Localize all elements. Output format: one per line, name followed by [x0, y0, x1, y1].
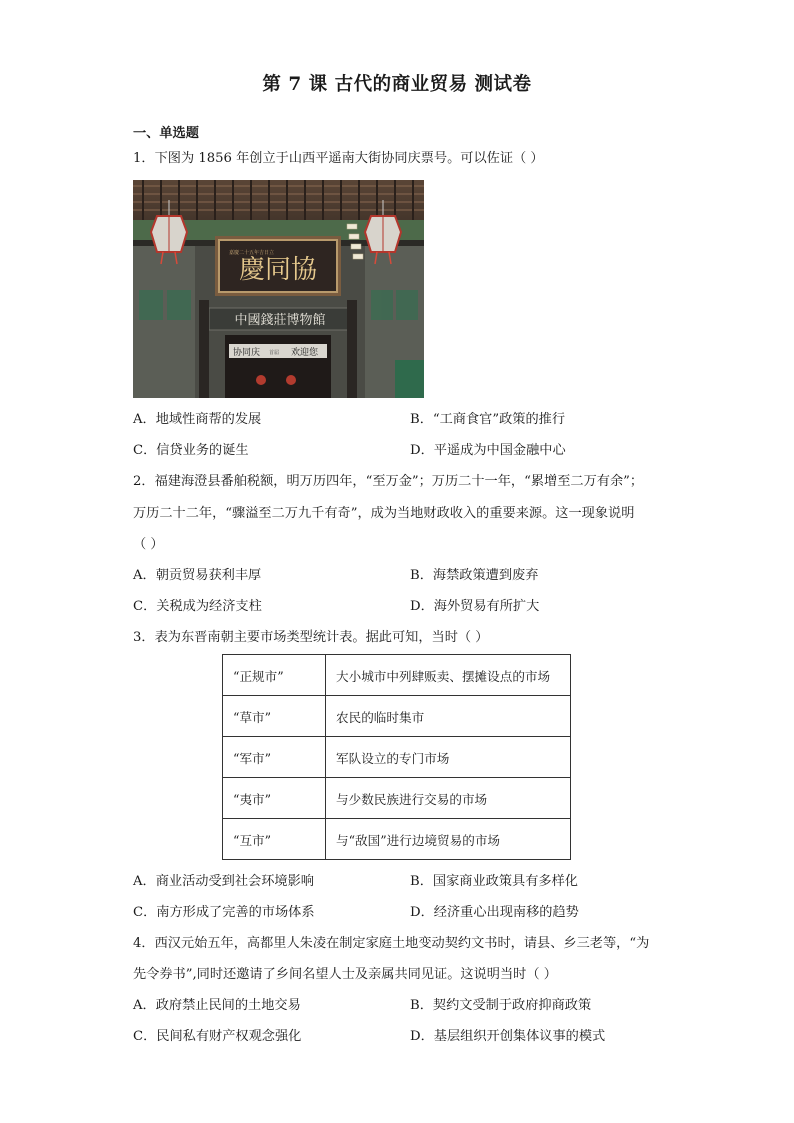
market-type-cell: “互市”: [223, 819, 326, 860]
q1-option-c: C．信贷业务的诞生: [133, 443, 249, 458]
q1-option-d: D．平遥成为中国金融中心: [410, 443, 566, 458]
table-row: [223, 778, 571, 819]
market-desc-cell: 与少数民族进行交易的市场: [326, 778, 571, 819]
market-desc-cell: 农民的临时集市: [326, 696, 571, 737]
question-4-line-1: 4．西汉元始五年，高都里人朱凌在制定家庭土地变动契约文书时，请县、乡三老等，“为: [133, 936, 650, 951]
table-row: [223, 737, 571, 778]
market-desc-cell: 大小城市中列肆贩卖、摆摊设点的市场: [326, 655, 571, 696]
table-row: [223, 655, 571, 696]
photo-plaque-text: 慶同協: [238, 255, 318, 285]
photo-illustration: [133, 180, 424, 398]
question-2-line-3: （ ）: [133, 537, 164, 552]
table-row: [223, 819, 571, 860]
q1-option-a: A．地域性商帮的发展: [133, 412, 262, 427]
q2-option-d: D．海外贸易有所扩大: [410, 599, 540, 614]
market-desc-cell: 与“敌国”进行边境贸易的市场: [326, 819, 571, 860]
q4-option-d: D．基层组织开创集体议事的模式: [410, 1029, 606, 1044]
q4-option-b: B．契约文受制于政府抑商政策: [410, 998, 592, 1013]
q4-option-c: C．民间私有财产权观念强化: [133, 1029, 302, 1044]
q3-option-c: C．南方形成了完善的市场体系: [133, 905, 315, 920]
photo-door-left-text: 协同庆: [233, 348, 261, 358]
q3-option-d: D．经济重心出现南移的趋势: [410, 905, 579, 920]
q4-option-a: A．政府禁止民间的土地交易: [133, 998, 301, 1013]
table-row: [223, 696, 571, 737]
q1-option-b: B．“工商食官”政策的推行: [410, 412, 566, 427]
page-title: 第 7 课 古代的商业贸易 测试卷: [262, 74, 532, 95]
photo-door-right-text: 欢迎您: [291, 348, 319, 358]
market-desc-cell: 军队设立的专门市场: [326, 737, 571, 778]
q2-option-b: B．海禁政策遭到废弃: [410, 568, 539, 583]
question-4-line-2: 先令券书”,同时还邀请了乡间名望人士及亲属共同见证。这说明当时（ ）: [133, 967, 557, 982]
question-2-line-1: 2．福建海澄县番舶税额，明万历四年，“至万金”；万历二十一年，“累增至二万有余”；: [133, 474, 644, 489]
question-3-stem: 3．表为东晋南朝主要市场类型统计表。据此可知，当时（ ）: [133, 630, 489, 645]
xietongqing-photo: [133, 180, 424, 398]
section-heading: 一、单选题: [133, 126, 199, 141]
photo-plaque-small-text: 嘉慶二十五年吉日立: [229, 250, 275, 256]
question-2-line-2: 万历二十二年，“骤溢至二万九千有奇”，成为当地财政收入的重要来源。这一现象说明: [133, 506, 635, 521]
q3-option-a: A．商业活动受到社会环境影响: [133, 874, 314, 889]
question-1-stem: 1．下图为 1856 年创立于山西平遥南大街协同庆票号。可以佐证（ ）: [133, 151, 544, 166]
market-type-cell: “正规市”: [223, 655, 326, 696]
photo-door-small-text: 首届: [269, 350, 280, 356]
q2-option-c: C．关税成为经济支柱: [133, 599, 262, 614]
photo-museum-sign: 中國錢莊博物館: [234, 313, 326, 328]
q2-option-a: A．朝贡贸易获利丰厚: [133, 568, 262, 583]
market-types-table: [222, 654, 571, 860]
market-type-cell: “军市”: [223, 737, 326, 778]
q3-option-b: B．国家商业政策具有多样化: [410, 874, 578, 889]
market-type-cell: “草市”: [223, 696, 326, 737]
market-type-cell: “夷市”: [223, 778, 326, 819]
